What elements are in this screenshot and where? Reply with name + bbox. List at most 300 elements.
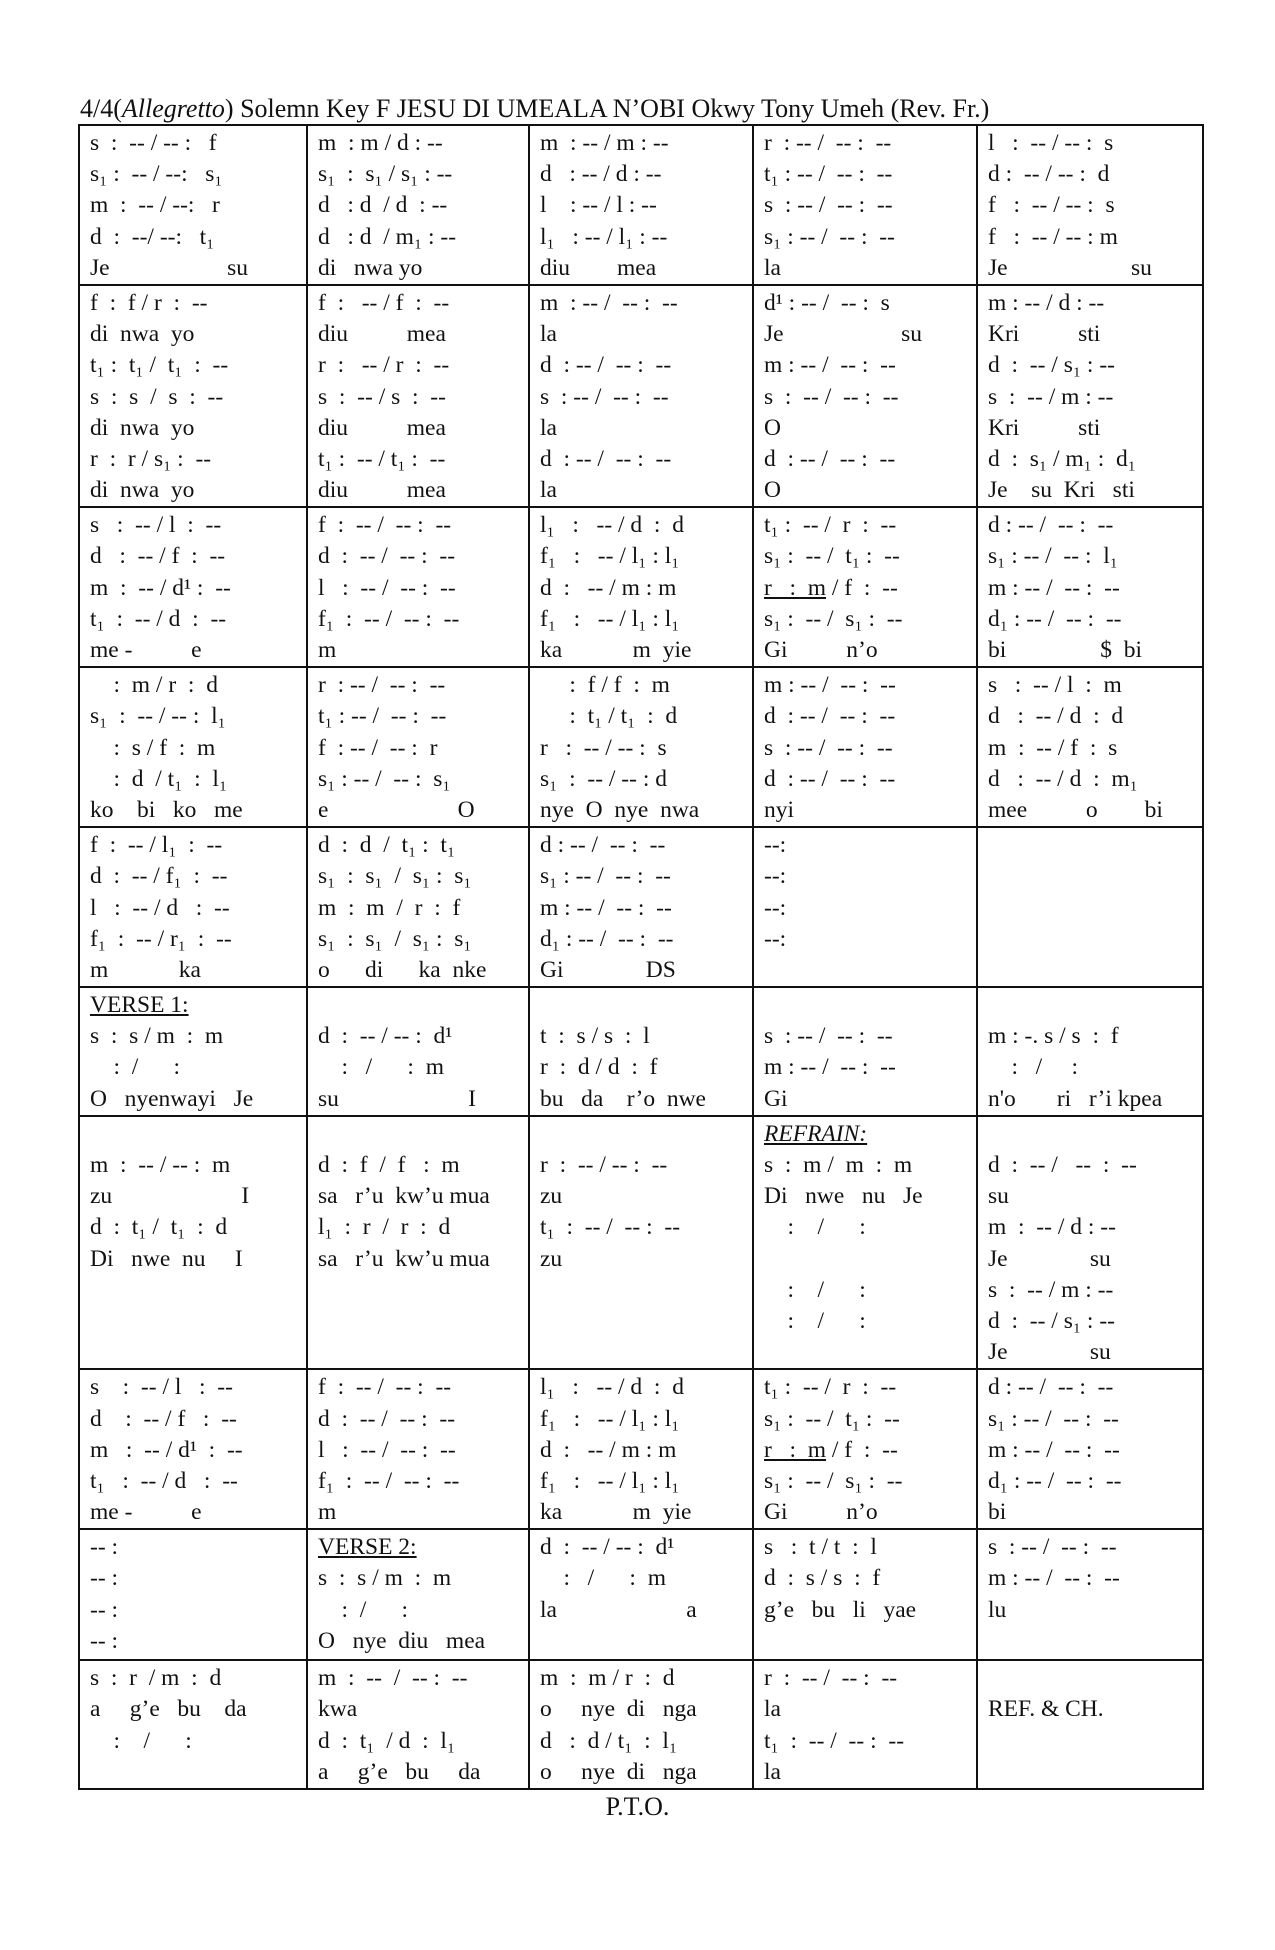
notation-line: m : -- / -- : -- (988, 574, 1120, 601)
notation-line: la (764, 1758, 781, 1785)
title-line: ) Solemn Key F JESU DI UMEALA N’OBI Okwy Tony Umeh (Rev. Fr.) (224, 94, 990, 123)
notation-line: r : d / d : f (540, 1054, 658, 1081)
notation-line: --: (764, 863, 787, 890)
notation-line: d : -- / s₁ : -- (988, 352, 1115, 379)
notation-text: / f : -- (826, 574, 898, 601)
score-row (79, 827, 1203, 987)
notation-line: m : -- / d : -- (988, 1214, 1116, 1241)
notation-line: l : -- / -- : -- (318, 1436, 456, 1463)
notation-line: t₁ : -- / t₁ : -- (318, 445, 446, 472)
notation-line: f₁ : -- / -- : -- (318, 605, 460, 632)
notation-line: Je su (90, 254, 248, 281)
notation-line: f : f / r : -- (90, 289, 208, 316)
notation-line: s : t / t : l (764, 1534, 877, 1561)
score-row (79, 125, 1203, 285)
score-cell (529, 1529, 753, 1660)
notation-line: mee o bi (988, 796, 1163, 823)
notation-line: d : t₁ / t₁ : d (90, 1214, 228, 1241)
score-cell (529, 827, 753, 987)
notation-line: s : -- / -- : -- (764, 383, 899, 410)
score-cell (529, 125, 753, 285)
score-cell (753, 1529, 977, 1660)
notation-line (540, 1119, 742, 1150)
page-header (80, 92, 1190, 126)
notation-line: : d / t₁ : l₁ (90, 765, 228, 792)
tempo-text: Allegretto (121, 94, 225, 123)
notation-line (764, 1244, 966, 1275)
notation-line: e O (318, 796, 475, 823)
notation-line: sa r’u kw’u mua (318, 1183, 490, 1210)
notation-line: s₁ : -- / --: s₁ (90, 161, 223, 188)
notation-line: d : t₁ / d : l₁ (318, 1727, 456, 1754)
notation-line: r : -- / -- : -- (764, 1665, 898, 1692)
notation-line: d : f / f : m (318, 1152, 460, 1178)
notation-line: : / : (764, 1276, 866, 1303)
notation-line: s₁ : s₁ / s₁ : -- (318, 161, 453, 188)
notation-line: t₁ : -- / d : -- (90, 605, 227, 632)
notation-line: m : -- / -- : -- (988, 1565, 1120, 1592)
notation-line: ka m yie (540, 1499, 692, 1526)
notation-line: m : -- / -- : -- (988, 1436, 1120, 1463)
notation-line: diu mea (318, 477, 446, 504)
score-cell (977, 285, 1203, 507)
notation-line: o nye di nga (540, 1758, 697, 1785)
notation-line: s : -- / -- : -- (764, 734, 893, 761)
notation-line: d : -- / -- : -- (988, 1152, 1137, 1178)
notation-line: zu I (90, 1183, 250, 1210)
notation-line: Je su (988, 1245, 1111, 1272)
notation-line: f₁ : -- / l₁ : l₁ (540, 543, 680, 570)
notation-line: r : -- / -- : -- (318, 672, 446, 699)
notation-line: m : -- / f : s (988, 734, 1118, 761)
score-cell (753, 285, 977, 507)
notation-line: O nye diu mea (318, 1627, 486, 1654)
notation-line: d : -- / -- : -- (540, 832, 666, 859)
notation-line: r : r / s₁ : -- (90, 445, 212, 472)
notation-line: t₁ : -- / -- : -- (318, 703, 447, 730)
notation-line: bi (988, 1499, 1007, 1526)
score-cell (529, 1116, 753, 1370)
notation-line: d : -- / -- : -- (764, 703, 896, 730)
notation-line: -- : (90, 1565, 119, 1592)
notation-line: d₁ : -- / -- : -- (988, 605, 1122, 632)
notation-line: s : s / m : m (318, 1565, 452, 1592)
score-cell (307, 285, 529, 507)
notation-line: d : -- / -- : -- (764, 445, 896, 472)
notation-line: d : d / t₁ : l₁ (540, 1727, 678, 1754)
score-cell (307, 987, 529, 1116)
notation-line: ka m yie (540, 637, 692, 663)
notation-line: s : -- / l : -- (90, 512, 222, 539)
notation-line: Di nwe nu I (90, 1245, 243, 1272)
score-cell (977, 507, 1203, 667)
notation-line: : / : m (318, 1054, 444, 1081)
notation-line: f₁ : -- / -- : -- (318, 1467, 460, 1494)
notation-line: O (764, 477, 781, 504)
score-cell (753, 1660, 977, 1789)
notation-line: d₁ : -- / -- : -- (540, 925, 674, 952)
notation-line: d : -- / -- : -- (988, 1374, 1114, 1401)
score-cell (529, 1369, 753, 1529)
score-row (79, 507, 1203, 667)
notation-line: s : -- / l : -- (90, 1374, 233, 1401)
notation-line: la (764, 1696, 781, 1723)
notation-line: s₁ : -- / -- : d (540, 765, 667, 792)
notation-line: m : -- / -- : -- (764, 1054, 896, 1081)
notation-line: m ka (90, 956, 201, 983)
notation-line: s₁ : -- / s₁ : -- (764, 605, 903, 632)
notation-line: f : -- / -- : -- (318, 1374, 452, 1401)
notation-line: o nye di nga (540, 1696, 697, 1723)
score-cell (307, 507, 529, 667)
notation-line: l₁ : -- / l₁ : -- (540, 223, 668, 250)
score-cell (79, 987, 307, 1116)
notation-line: m : -- / d : -- (988, 289, 1105, 316)
notation-line: nye O nye nwa (540, 796, 700, 823)
notation-line: g’e bu li yae (764, 1596, 917, 1623)
notation-line: bu da r’o nwe (540, 1085, 706, 1112)
notation-line: f : -- / f : -- (318, 289, 450, 316)
notation-line: sa r’u kw’u mua (318, 1245, 490, 1272)
notation-line: s₁ : -- / -- : l₁ (90, 703, 226, 730)
notation-line: m (318, 637, 337, 663)
notation-text: / f : -- (826, 1436, 898, 1463)
underlined-text: VERSE 2: (318, 1534, 417, 1561)
notation-line (988, 1119, 1192, 1150)
notation-line: f : -- / -- : m (988, 223, 1118, 250)
score-cell (529, 667, 753, 827)
notation-line: t₁ : -- / -- : -- (764, 161, 893, 188)
notation-line: REF. & CH. (988, 1696, 1104, 1723)
score-cell (307, 667, 529, 827)
notation-line: r : -- / -- : s (540, 734, 667, 761)
score-cell (79, 125, 307, 285)
notation-line: d : -- / s₁ : -- (988, 1307, 1115, 1334)
score-cell (307, 1369, 529, 1529)
notation-line: Di nwe nu Je (764, 1183, 923, 1210)
notation-line: : / : (764, 1214, 866, 1241)
notation-line (764, 1435, 966, 1466)
notation-line: f₁ : -- / l₁ : l₁ (540, 605, 680, 632)
notation-line: bi $ bi (988, 637, 1143, 663)
notation-line: s₁ : -- / -- : -- (988, 1405, 1119, 1432)
notation-line: su (988, 1183, 1009, 1210)
notation-line: --: (764, 925, 787, 952)
notation-line: t : s / s : l (540, 1023, 650, 1050)
notation-line: s₁ : s₁ / s₁ : s₁ (318, 863, 472, 890)
notation-line: la a (540, 1596, 697, 1623)
notation-line: d : --/ --: t₁ (90, 223, 215, 250)
notation-line: l : -- / -- : s (988, 130, 1114, 156)
notation-line: t₁ : t₁ / t₁ : -- (90, 352, 229, 379)
score-cell (753, 507, 977, 667)
notation-line: t₁ : -- / d : -- (90, 1467, 238, 1494)
notation-line: di nwa yo (90, 477, 195, 504)
notation-line: diu mea (318, 321, 446, 348)
underlined-text: VERSE 1: (90, 992, 189, 1019)
score-cell (977, 125, 1203, 285)
notation-line: f₁ : -- / l₁ : l₁ (540, 1405, 680, 1432)
notation-line: l₁ : r / r : d (318, 1214, 451, 1241)
notation-line: a g’e bu da (318, 1758, 481, 1785)
notation-line: o di ka nke (318, 956, 487, 983)
notation-line: m : m / d : -- (318, 130, 443, 156)
notation-line: su I (318, 1085, 476, 1112)
notation-line: m : -- / d¹ : -- (90, 1436, 243, 1463)
notation-line (764, 1119, 966, 1150)
notation-line: Kri sti (988, 321, 1101, 348)
score-row (79, 1369, 1203, 1529)
notation-line: s₁ : s₁ / s₁ : s₁ (318, 925, 472, 952)
notation-line: : / : (988, 1054, 1079, 1081)
notation-line: s : s / s : -- (90, 383, 224, 410)
pto-footer: P.T.O. (605, 1792, 670, 1821)
notation-line: d : s / s : f (764, 1565, 881, 1592)
notation-line: d : -- / -- : d¹ (540, 1534, 675, 1561)
notation-line: s : -- / -- : -- (540, 383, 669, 410)
notation-line: d : -- / -- : -- (988, 512, 1114, 539)
notation-line: d : -- / -- : d¹ (318, 1023, 453, 1050)
notation-line: n'o ri r’i kpea (988, 1085, 1163, 1112)
notation-line: m : -- / -- : -- (540, 289, 678, 316)
score-row (79, 667, 1203, 827)
notation-line: diu mea (540, 254, 657, 281)
score-row (79, 1529, 1203, 1660)
notation-line: Gi n’o (764, 637, 878, 663)
notation-line: m : m / r : d (540, 1665, 675, 1692)
notation-line: -- : (90, 1627, 119, 1654)
notation-line: s : m / m : m (764, 1152, 913, 1178)
notation-line: --: (764, 894, 787, 921)
notation-line: di nwa yo (318, 254, 423, 281)
notation-line: lu (988, 1596, 1007, 1623)
notation-line (318, 1119, 518, 1150)
section-label: REFRAIN: (764, 1120, 868, 1147)
notation-line: f₁ : -- / r₁ : -- (90, 925, 232, 952)
notation-line: diu mea (318, 414, 446, 441)
score-cell (79, 285, 307, 507)
notation-line: : t₁ / t₁ : d (540, 703, 678, 730)
notation-line: d : -- / -- : -- (318, 1405, 456, 1432)
notation-line: r : -- / r : -- (318, 352, 450, 379)
notation-line: s₁ : -- / s₁ : -- (764, 1467, 903, 1494)
notation-line: s : -- / -- : f (90, 130, 217, 156)
score-cell (307, 1116, 529, 1370)
notation-line: : / : (90, 1727, 192, 1754)
score-cell (977, 1369, 1203, 1529)
notation-line: r : -- / -- : -- (764, 130, 892, 156)
notation-line: d : s₁ / m₁ : d₁ (988, 445, 1136, 472)
notation-line: a g’e bu da (90, 1696, 247, 1723)
notation-line: s : -- / m : -- (988, 1276, 1114, 1303)
notation-line (764, 990, 966, 1021)
notation-line: d : -- / m : m (540, 1436, 677, 1463)
score-cell (977, 827, 1203, 987)
notation-line: O (764, 414, 781, 441)
notation-line: m : -- / -- : -- (764, 352, 896, 379)
notation-line (988, 1663, 1192, 1694)
notation-line: d : -- / -- : -- (764, 765, 896, 792)
notation-line: me - e (90, 1499, 202, 1526)
notation-line: d₁ : -- / -- : -- (988, 1467, 1122, 1494)
notation-line: : / : (764, 1307, 866, 1334)
notation-line: : f / f : m (540, 672, 670, 699)
notation-line: s₁ : -- / -- : s₁ (318, 765, 451, 792)
underlined-text: r : m (764, 1436, 827, 1463)
notation-line (90, 990, 296, 1021)
notation-line: s : -- / s : -- (318, 383, 446, 410)
notation-line (540, 990, 742, 1021)
notation-line: m : -- / -- : -- (318, 1665, 468, 1692)
notation-line: f : -- / -- : s (988, 192, 1115, 219)
notation-line: la (540, 321, 557, 348)
notation-line: : / : m (540, 1565, 666, 1592)
notation-line: O nyenwayi Je (90, 1085, 254, 1112)
notation-line (318, 990, 518, 1021)
notation-line: s₁ : -- / -- : -- (540, 863, 671, 890)
score-cell (529, 1660, 753, 1789)
score-cell (79, 667, 307, 827)
notation-line: m (318, 1499, 337, 1526)
notation-line (764, 573, 966, 604)
notation-line: Je su (988, 1339, 1111, 1366)
notation-line: nyi (764, 796, 795, 823)
notation-line: di nwa yo (90, 414, 195, 441)
score-row (79, 1116, 1203, 1370)
notation-line: s : -- / -- : -- (764, 192, 893, 219)
notation-line: d¹ : -- / -- : s (764, 289, 890, 316)
score-cell (753, 667, 977, 827)
score-cell (977, 1660, 1203, 1789)
notation-line: l₁ : -- / d : d (540, 512, 684, 539)
score-cell (529, 285, 753, 507)
notation-line: la (764, 254, 781, 281)
score-cell (307, 1529, 529, 1660)
notation-line: m : -- / -- : -- (764, 672, 896, 699)
notation-line: d : -- / -- : -- (540, 352, 672, 379)
notation-line: kwa (318, 1696, 358, 1723)
score-cell (753, 827, 977, 987)
notation-line: d : d / m₁ : -- (318, 223, 457, 250)
notation-line: d : d / d : -- (318, 192, 448, 219)
notation-line: d : d / t₁ : t₁ (318, 832, 456, 859)
score-cell (307, 827, 529, 987)
notation-line: t₁ : -- / r : -- (764, 512, 897, 539)
notation-line: Gi (764, 1085, 788, 1112)
notation-line: r : -- / -- : -- (540, 1152, 668, 1178)
notation-line: zu (540, 1245, 563, 1272)
score-cell (753, 987, 977, 1116)
score-row (79, 1660, 1203, 1789)
score-cell (529, 507, 753, 667)
notation-line: d : -- / d : m₁ (988, 765, 1138, 792)
notation-line: d : -- / f : -- (90, 543, 226, 570)
score-cell (529, 987, 753, 1116)
notation-line: s : -- / -- : -- (764, 1023, 893, 1050)
notation-line: Gi n’o (764, 1499, 878, 1526)
score-cell (977, 1116, 1203, 1370)
notation-line: la (540, 414, 557, 441)
notation-line: m : -- / m : -- (540, 130, 669, 156)
notation-line: d : -- / d : -- (540, 161, 662, 188)
notation-line: s₁ : -- / t₁ : -- (764, 543, 900, 570)
notation-line: l : -- / l : -- (540, 192, 657, 219)
score-cell (977, 667, 1203, 827)
notation-line: Gi DS (540, 956, 676, 983)
score-cell (79, 507, 307, 667)
notation-line: ko bi ko me (90, 796, 243, 823)
notation-line: me - e (90, 637, 202, 663)
notation-line: l : -- / -- : -- (318, 574, 456, 601)
score-cell (79, 1529, 307, 1660)
notation-line: : s / f : m (90, 734, 216, 761)
notation-line: di nwa yo (90, 321, 195, 348)
notation-line (988, 990, 1192, 1021)
notation-line: f : -- / -- : -- (318, 512, 452, 539)
score-cell (977, 987, 1203, 1116)
score-cell (753, 125, 977, 285)
notation-line: -- : (90, 1534, 119, 1561)
notation-line: d : -- / -- : d (988, 161, 1110, 188)
notation-line: : / : (90, 1054, 181, 1081)
notation-line: m : -- / -- : -- (540, 894, 672, 921)
underlined-text: r : m (764, 574, 827, 601)
notation-line: s : s / m : m (90, 1023, 224, 1050)
notation-line: m : m / r : f (318, 894, 461, 921)
notation-line: l₁ : -- / d : d (540, 1374, 684, 1401)
notation-line: s₁ : -- / -- : -- (764, 223, 895, 250)
notation-line: -- : (90, 1596, 119, 1623)
notation-line: d : -- / m : m (540, 574, 677, 601)
score-row (79, 285, 1203, 507)
notation-line: t₁ : -- / r : -- (764, 1374, 897, 1401)
notation-line: s : -- / -- : -- (988, 1534, 1117, 1561)
notation-line (90, 1119, 296, 1150)
sol-fa-score-table (78, 124, 1204, 1790)
notation-line: t₁ : -- / -- : -- (540, 1214, 681, 1241)
score-cell (79, 1660, 307, 1789)
notation-line: d : -- / d : d (988, 703, 1124, 730)
score-cell (753, 1116, 977, 1370)
notation-line: s : -- / l : m (988, 672, 1122, 699)
notation-line: zu (540, 1183, 563, 1210)
score-cell (79, 1116, 307, 1370)
notation-line: --: (764, 832, 787, 859)
score-cell (307, 1660, 529, 1789)
notation-line: d : -- / -- : -- (540, 445, 672, 472)
notation-line: m : -- / -- : m (90, 1152, 231, 1178)
notation-line: d : -- / f : -- (90, 1405, 237, 1432)
notation-line: Je su Kri sti (988, 477, 1135, 504)
notation-line: s : r / m : d (90, 1665, 222, 1692)
meter-text: 4/4( (80, 94, 122, 123)
notation-line: d : -- / -- : -- (318, 543, 456, 570)
notation-line: s₁ : -- / -- : l₁ (988, 543, 1118, 570)
score-cell (977, 1529, 1203, 1660)
notation-line: : m / r : d (90, 672, 218, 699)
score-cell (753, 1369, 977, 1529)
score-cell (307, 125, 529, 285)
notation-line: t₁ : -- / -- : -- (764, 1727, 905, 1754)
score-cell (79, 1369, 307, 1529)
notation-line: : / : (318, 1596, 409, 1623)
notation-line: m : -- / d¹ : -- (90, 574, 231, 601)
notation-line: f : -- / -- : r (318, 734, 438, 761)
notation-line: Kri sti (988, 414, 1101, 441)
notation-line (318, 1532, 518, 1563)
notation-line: l : -- / d : -- (90, 894, 230, 921)
notation-line: f₁ : -- / l₁ : l₁ (540, 1467, 680, 1494)
